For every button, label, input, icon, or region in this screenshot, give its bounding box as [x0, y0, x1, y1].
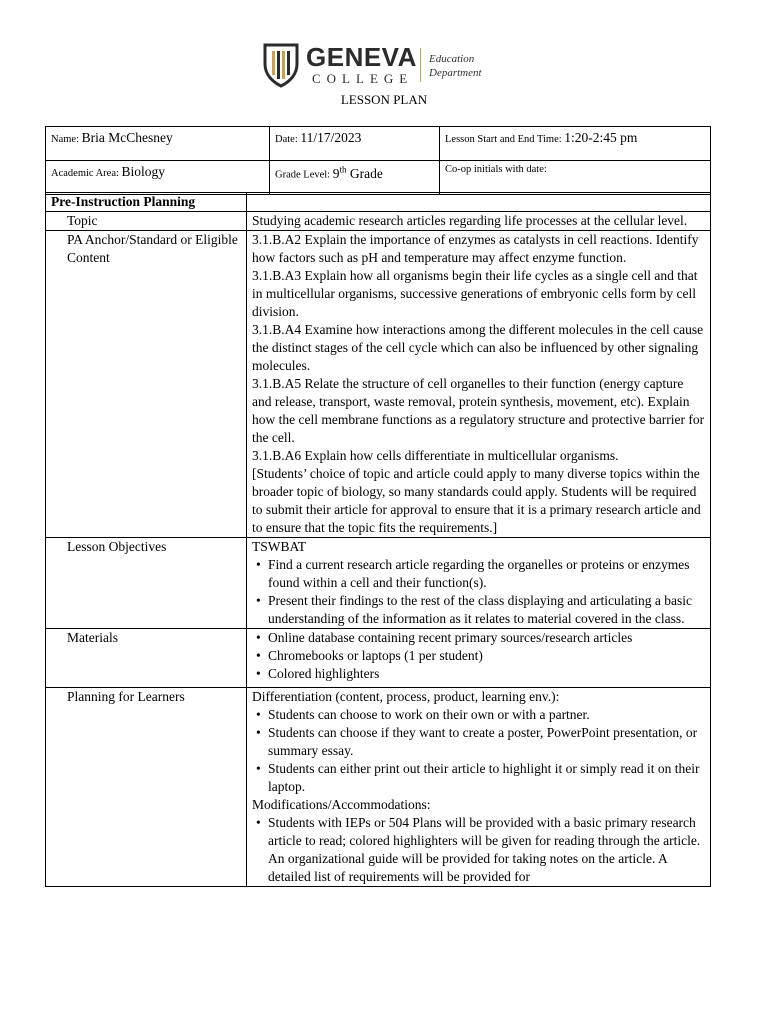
area-cell: Academic Area: Biology [46, 161, 270, 195]
page-title: LESSON PLAN [340, 92, 428, 107]
standard-item: 3.1.B.A4 Examine how interactions among the different molecules in the cell cause the distinct stages of the cell cycle which can also be influenced by other signaling molecules. [252, 322, 704, 373]
section-heading: Pre-Instruction Planning [46, 193, 247, 212]
date-cell: Date: 11/17/2023 [270, 127, 440, 161]
shield-logo-icon [262, 42, 300, 88]
time-cell: Lesson Start and End Time: 1:20-2:45 pm [440, 127, 711, 161]
grade-value: 9th Grade [332, 164, 383, 181]
grade-cell: Grade Level: 9th Grade [270, 161, 440, 195]
list-item: • Students can either print out their article to highlight it or simply read it on their laptop. [268, 760, 705, 796]
list-item: • Students can choose to work on their own or with a partner. [268, 706, 705, 724]
planning-table [45, 192, 711, 887]
topic-label: Topic [46, 212, 247, 231]
name-value: Bria McChesney [81, 130, 173, 145]
standard-item: 3.1.B.A6 Explain how cells differentiate in multicellular organisms. [252, 448, 619, 463]
list-item: • Present their findings to the rest of the class displaying and articulating a basic understanding of the information as it relates to material covered in the class. [268, 592, 705, 628]
topic-value: Studying academic research articles regarding life processes at the cellular level. [247, 212, 711, 231]
coop-cell: Co-op initials with date: [440, 161, 711, 195]
standard-item: 3.1.B.A3 Explain how all organisms begin their life cycles as a single cell and that in multicellular organisms, successive generations of embryonic cells form by cell division. [252, 268, 698, 319]
materials-value [247, 629, 711, 688]
list-item: • Online database containing recent primary sources/research articles [268, 629, 705, 647]
logo-name: GENEVA [306, 42, 417, 72]
standard-note: [Students’ choice of topic and article could apply to many diverse topics within the broader topic of biology, so many standards could apply. Students will be required to submit their article for approval to ensure that it is a primary research article and to ensure that the topic fits the requirements.] [252, 466, 701, 535]
standard-item: 3.1.B.A5 Relate the structure of cell organelles to their function (energy capture and release, transport, waste removal, protein synthesis, movement, etc). Explain how the cell membrane functions as a regulatory structure and protective barrier for the cell. [252, 376, 705, 445]
list-item: • Students with IEPs or 504 Plans will be provided with a basic primary research article to read; colored highlighters will be given for reading through the article. An organizational guide will be provided for taking notes on the article. A detailed list of requirements will be provided for [268, 814, 705, 886]
materials-label: Materials [46, 629, 247, 688]
list-item: • Students can choose if they want to create a poster, PowerPoint presentation, or summary essay. [268, 724, 705, 760]
standards-label: PA Anchor/Standard or Eligible Content [46, 231, 247, 538]
standard-item: 3.1.B.A2 Explain the importance of enzymes as catalysts in cell reactions. Identify how factors such as pH and temperature may affect enzyme function. [252, 232, 699, 265]
objectives-intro: TSWBAT [252, 539, 306, 554]
info-table [45, 126, 711, 195]
list-item: • Find a current research article regarding the organelles or proteins or enzymes found within a cell and their function(s). [268, 556, 705, 592]
modifications-heading: Modifications/Accommodations: [252, 797, 431, 812]
learners-label: Planning for Learners [46, 688, 247, 887]
list-item: • Chromebooks or laptops (1 per student) [268, 647, 705, 665]
learners-value [247, 688, 711, 887]
name-cell: Name: Bria McChesney [46, 127, 270, 161]
differentiation-heading: Differentiation (content, process, product, learning env.): [252, 689, 560, 704]
standards-value [247, 231, 711, 538]
objectives-value [247, 538, 711, 629]
objectives-label: Lesson Objectives [46, 538, 247, 629]
department-label: Education Department [429, 53, 482, 79]
logo-subtitle: COLLEGE [312, 71, 414, 86]
college-logo [262, 42, 508, 88]
area-value: Biology [121, 164, 166, 179]
list-item: • Colored highlighters [268, 665, 705, 683]
logo-divider [420, 48, 421, 82]
time-value: 1:20-2:45 pm [564, 130, 638, 145]
date-value: 11/17/2023 [300, 130, 362, 145]
